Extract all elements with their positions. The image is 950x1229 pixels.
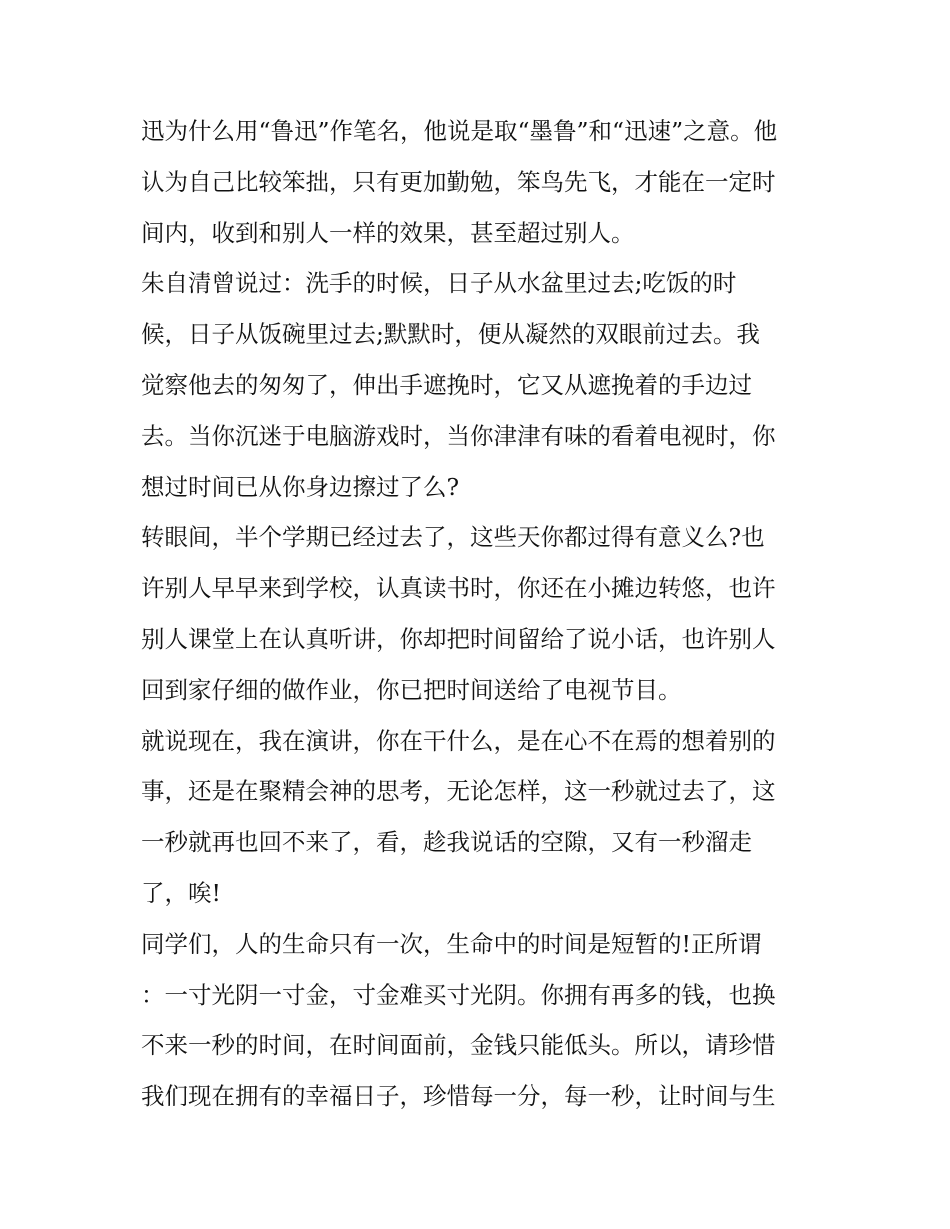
text-line: 许别人早早来到学校，认真读书时，你还在小摊边转悠，也许 bbox=[141, 574, 776, 603]
text-line: 事，还是在聚精会神的思考，无论怎样，这一秒就过去了，这 bbox=[141, 777, 776, 806]
text-line: ：一寸光阴一寸金，寸金难买寸光阴。你拥有再多的钱，也换 bbox=[141, 980, 776, 1009]
text-line: 间内，收到和别人一样的效果，甚至超过别人。 bbox=[141, 218, 635, 247]
text-body bbox=[141, 106, 821, 1122]
text-line: 别人课堂上在认真听讲，你却把时间留给了说小话，也许别人 bbox=[141, 624, 776, 653]
text-line: 一秒就再也回不来了，看，趁我说话的空隙，又有一秒溜走 bbox=[141, 828, 752, 857]
text-line: 不来一秒的时间，在时间面前，金钱只能低头。所以，请珍惜 bbox=[141, 1031, 776, 1060]
text-line: 转眼间，半个学期已经过去了，这些天你都过得有意义么?也 bbox=[141, 523, 765, 552]
text-line: 认为自己比较笨拙，只有更加勤勉，笨鸟先飞，才能在一定时 bbox=[141, 167, 776, 196]
text-line: 候，日子从饭碗里过去;默默时，便从凝然的双眼前过去。我 bbox=[141, 320, 760, 349]
text-line: 我们现在拥有的幸福日子，珍惜每一分，每一秒，让时间与生 bbox=[141, 1082, 776, 1111]
text-line: 就说现在，我在演讲，你在干什么，是在心不在焉的想着别的 bbox=[141, 726, 776, 755]
text-line: 去。当你沉迷于电脑游戏时，当你津津有味的看着电视时，你 bbox=[141, 421, 776, 450]
text-line: 想过时间已从你身边擦过了么? bbox=[141, 472, 460, 501]
text-line: 觉察他去的匆匆了，伸出手遮挽时，它又从遮挽着的手边过 bbox=[141, 370, 752, 399]
text-line: 朱自清曾说过：洗手的时候，日子从水盆里过去;吃饭的时 bbox=[141, 269, 737, 298]
text-line: 同学们，人的生命只有一次，生命中的时间是短暂的!正所谓 bbox=[141, 929, 762, 958]
text-line: 了，唉! bbox=[141, 878, 221, 907]
text-line: 迅为什么用“鲁迅”作笔名，他说是取“墨鲁”和“迅速”之意。他 bbox=[141, 117, 778, 145]
text-line: 回到家仔细的做作业，你已把时间送给了电视节目。 bbox=[141, 675, 682, 704]
